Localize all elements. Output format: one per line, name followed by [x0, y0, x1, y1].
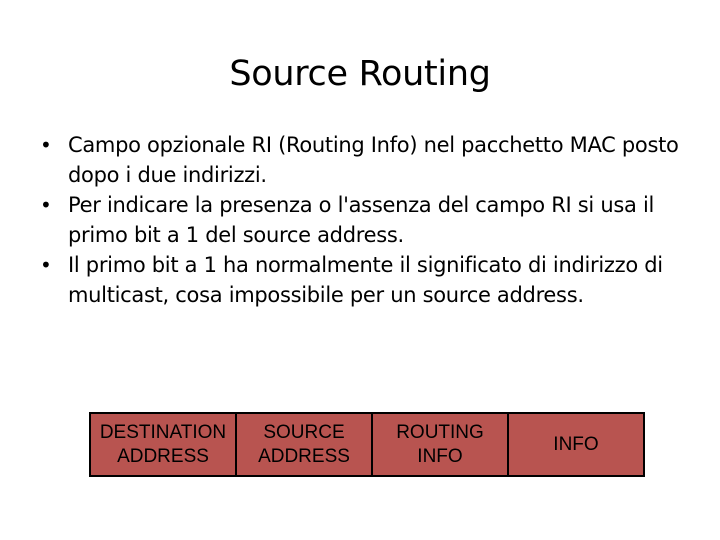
- frame-field-label: INFO: [553, 433, 599, 455]
- bullet-item: [36, 190, 686, 250]
- frame-field-label: DESTINATION ADDRESS: [99, 421, 227, 467]
- mac-frame-diagram: [89, 412, 649, 477]
- bullet-text: Il primo bit a 1 ha normalmente il significato di indirizzo di multicast, cosa impossibile per un source address.: [68, 253, 663, 307]
- bullet-list: [36, 130, 686, 310]
- frame-field-label: ROUTING INFO: [396, 421, 484, 467]
- frame-field-destination-address: [89, 412, 237, 477]
- bullet-text: Campo opzionale RI (Routing Info) nel pacchetto MAC posto dopo i due indirizzi.: [68, 133, 679, 187]
- frame-field-source-address: [235, 412, 373, 477]
- frame-field-routing-info: [371, 412, 509, 477]
- frame-field-label: SOURCE ADDRESS: [258, 421, 350, 467]
- bullet-dot-icon: •: [40, 253, 52, 277]
- bullet-dot-icon: •: [40, 133, 52, 157]
- bullet-item: [36, 130, 686, 190]
- bullet-text: Per indicare la presenza o l'assenza del campo RI si usa il primo bit a 1 del source address.: [68, 193, 655, 247]
- slide-title: Source Routing: [229, 54, 491, 94]
- frame-field-info: [507, 412, 645, 477]
- bullet-dot-icon: •: [40, 193, 52, 217]
- bullet-item: [36, 250, 686, 310]
